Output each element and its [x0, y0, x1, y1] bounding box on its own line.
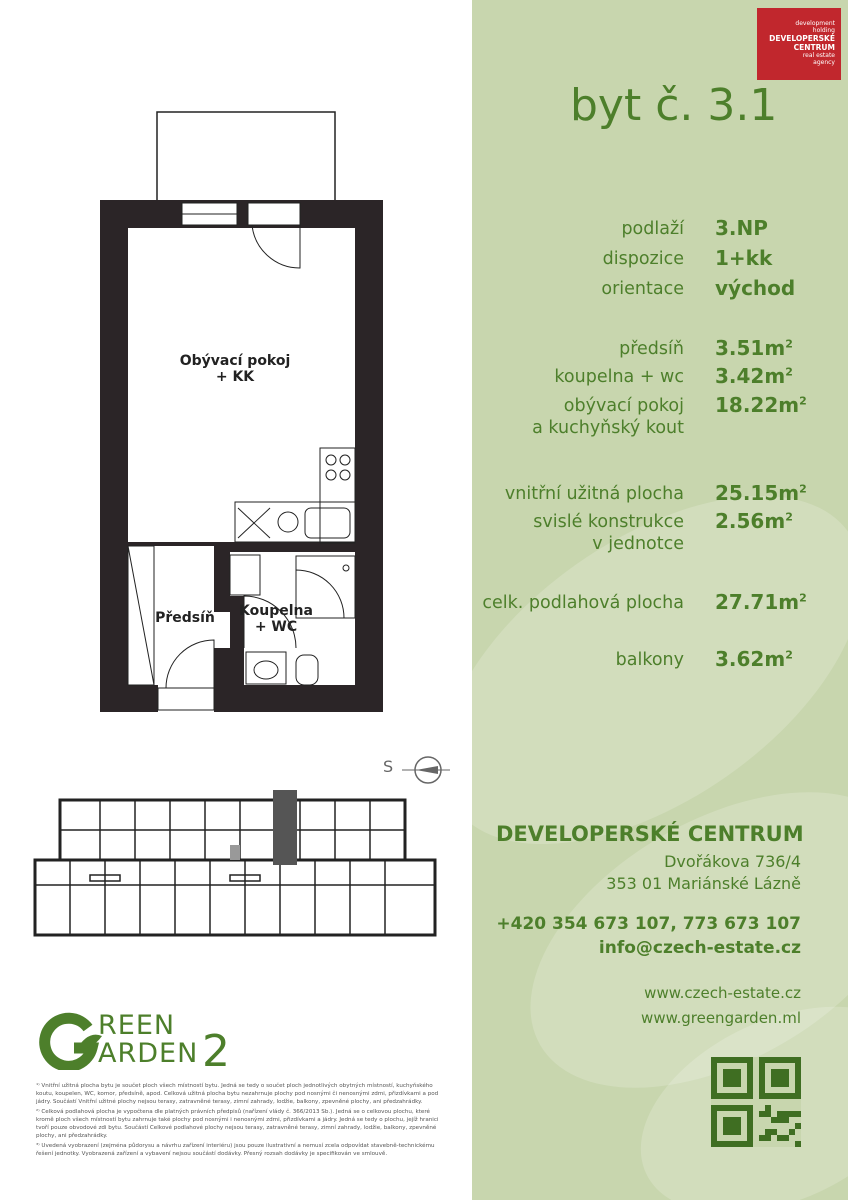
info-row-balkony: balkony $3.62m^2$ — [615, 647, 793, 671]
company-city: 353 01 Mariánské Lázně — [606, 874, 801, 893]
qr-module — [783, 1135, 789, 1141]
website-link-1[interactable]: www.czech-estate.cz — [644, 984, 801, 1002]
qr-module — [795, 1141, 801, 1147]
brand-arden: ARDEN — [98, 1038, 199, 1069]
footnote-1: ¹⁾ Vnitřní užitná plocha bytu je součet ploch všech místností bytu. Jedná se tedy o součet ploch jednotlivých obytných místností, kuchyňského koutu, koupelen, WC, komor, předsíně, apod. Celková užitná plocha bytu nezahrnuje plochy pod nosnými či nenosnými zdmi, přizdívkami a pod jádry. Součástí Vnitřní užitné plochy nejsou terasy, zatravněné terasy, zimní zahrady, lodžie, balkony, zpevněné plochy, ani předzahrádky. — [36, 1083, 439, 1105]
developerske-centrum-logo: development holding DEVELOPERSKÉ CENTRUM real estate agency — [757, 8, 841, 80]
qr-module — [747, 1093, 753, 1099]
info-row-koupelna: koupelna + wc $3.42m^2$ — [554, 364, 793, 388]
qr-code[interactable] — [711, 1057, 801, 1147]
footnote-3: ³⁾ Uvedená vyobrazení (zejména půdorysu a návrhu zařízení interiéru) jsou pouze ilustrativní a nemusí zcela odpovídat stavebně-technickému řešení jednotky. Vyobrazená zařízení a vybavení nejsou součástí dodávky. Přesný rozsah dodávky je specifikován ve smlouvě. — [36, 1143, 435, 1157]
info-row-podlazi: podlaží 3.NP — [621, 216, 768, 240]
room-label-living: Obývací pokoj + KK — [179, 353, 291, 385]
info-row-vnitrni: vnitřní užitná plocha $25.15m^2$ — [504, 481, 807, 505]
company-phone[interactable]: +420 354 673 107, 773 673 107 — [496, 914, 801, 934]
qr-module — [789, 1129, 795, 1135]
green-garden-logo — [36, 1008, 256, 1080]
company-name: DEVELOPERSKÉ CENTRUM — [496, 822, 804, 846]
info-row-dispozice: dispozice 1+kk — [602, 246, 773, 270]
room-label-hall: Předsíň — [155, 610, 215, 626]
brand-two: 2 — [202, 1026, 230, 1077]
info-row-predsin: předsíň $3.51m^2$ — [619, 336, 793, 360]
qr-module — [735, 1081, 741, 1087]
compass-north-label: S — [383, 757, 394, 776]
qr-module — [795, 1111, 801, 1117]
info-row-svisle: svislé konstrukce v jednotce $2.56m^2$ — [533, 509, 793, 554]
qr-module — [795, 1093, 801, 1099]
company-street: Dvořákova 736/4 — [664, 852, 801, 871]
website-link-2[interactable]: www.greengarden.ml — [641, 1009, 801, 1027]
apartment-title: byt č. 3.1 — [570, 80, 778, 131]
footnotes — [36, 1082, 448, 1158]
company-email[interactable]: info@czech-estate.cz — [598, 938, 801, 958]
qr-module — [735, 1129, 741, 1135]
building-overview-plan — [30, 785, 450, 945]
qr-module — [783, 1081, 789, 1087]
qr-module — [765, 1135, 771, 1141]
footnote-2: ²⁾ Celková podlahová plocha je vypočtena dle platných právních předpisů (nařízení vlády č. 366/2013 Sb.). Jedná se o celkovou plochu, které kromě ploch všech místností bytu zahrnuje také plochy pod nosnými i nenosnými zdmi, přizdívkami a jádry. Jedná se tedy o plochu, jejíž hranici tvoří pouze obvodové zdi bytu. Součástí Celkové podlahové plochy nejsou terasy, zatravněné terasy, zimní zahrady, lodžie, balkony, zpevněné plochy, ani předzahrádky. — [36, 1109, 439, 1139]
room-label-bathroom: Koupelna + WC — [239, 603, 313, 635]
brand-reen: REEN — [98, 1010, 176, 1041]
info-row-orientace: orientace východ — [601, 276, 796, 300]
qr-module — [795, 1123, 801, 1129]
qr-module — [747, 1141, 753, 1147]
info-row-celk: celk. podlahová plocha $27.71m^2$ — [482, 590, 807, 614]
qr-module — [783, 1117, 789, 1123]
info-row-obyvaci: obývací pokoj a kuchyňský kout $18.22m^2$ — [532, 393, 807, 438]
